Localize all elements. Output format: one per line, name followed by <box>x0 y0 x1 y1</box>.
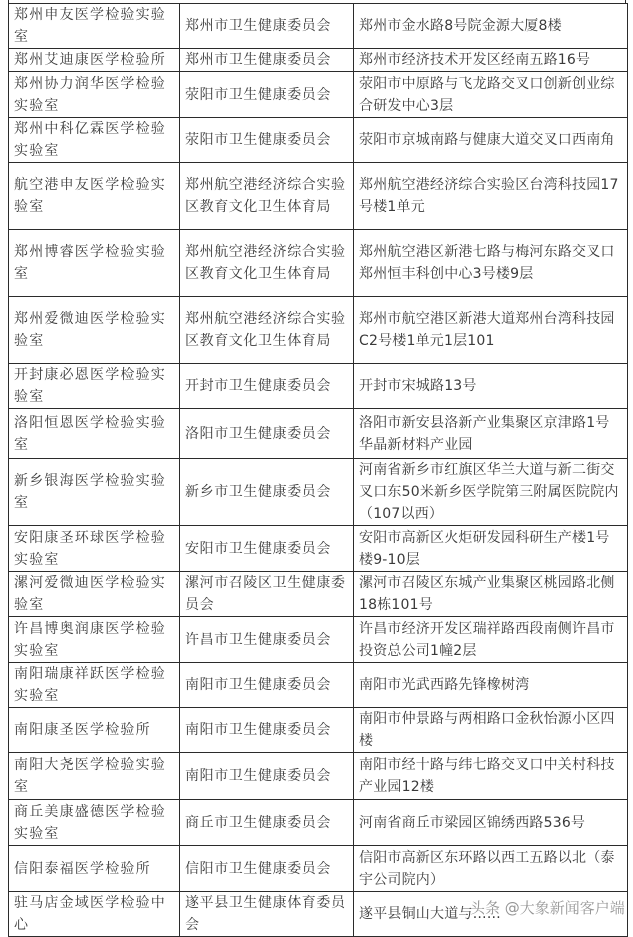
address-cell: 郑州市航空港区新港大道郑州台湾科技园C2号楼1单元1层101 <box>354 297 628 364</box>
authority-cell: 安阳市卫生健康委员会 <box>180 526 354 572</box>
authority-cell: 荥阳市卫生健康委员会 <box>180 118 354 163</box>
address-cell: 河南省商丘市梁园区锦绣西路536号 <box>354 800 628 846</box>
watermark: 头条 @大象新闻客户端 <box>470 899 625 917</box>
table-row <box>9 459 628 526</box>
table-row <box>9 708 628 753</box>
address-cell: 荥阳市中原路与飞龙路交叉口创新创业综合研发中心3层 <box>354 72 628 118</box>
table-row <box>9 118 628 163</box>
table-body <box>9 4 628 937</box>
table-row <box>9 163 628 230</box>
authority-cell: 遂平县卫生健康体育委员会 <box>180 892 354 937</box>
authority-cell: 许昌市卫生健康委员会 <box>180 617 354 663</box>
address-cell: 郑州航空港区新港七路与梅河东路交叉口郑州恒丰科创中心3号楼9层 <box>354 230 628 297</box>
lab-name-cell: 郑州爱微迪医学检验实验室 <box>9 297 180 364</box>
address-cell: 南阳市经十路与纬七路交叉口中关村科技产业园12楼 <box>354 753 628 800</box>
lab-name-cell: 南阳瑞康祥跃医学检验实验室 <box>9 663 180 708</box>
authority-cell: 郑州市卫生健康委员会 <box>180 4 354 49</box>
lab-name-cell: 信阳泰福医学检验所 <box>9 846 180 892</box>
address-cell: 安阳市高新区火炬研发园科研生产楼1号楼9-10层 <box>354 526 628 572</box>
lab-name-cell: 南阳康圣医学检验所 <box>9 708 180 753</box>
authority-cell: 郑州航空港经济综合实验区教育文化卫生体育局 <box>180 163 354 230</box>
table-row <box>9 72 628 118</box>
lab-name-cell: 商丘美康盛德医学检验实验室 <box>9 800 180 846</box>
address-cell: 遂平县铜山大道与…… <box>354 892 628 937</box>
address-cell: 南阳市仲景路与两相路口金秋怡源小区四楼 <box>354 708 628 753</box>
lab-name-cell: 新乡银海医学检验实验室 <box>9 459 180 526</box>
lab-name-cell: 洛阳恒恩医学检验实验室 <box>9 409 180 459</box>
authority-cell: 开封市卫生健康委员会 <box>180 364 354 409</box>
table-row <box>9 526 628 572</box>
address-cell: 郑州市金水路8号院金源大厦8楼 <box>354 4 628 49</box>
address-cell: 荥阳市京城南路与健康大道交叉口西南角 <box>354 118 628 163</box>
lab-list-table <box>8 3 628 937</box>
authority-cell: 荥阳市卫生健康委员会 <box>180 72 354 118</box>
lab-name-cell: 开封康必恩医学检验实验室 <box>9 364 180 409</box>
table-row <box>9 4 628 49</box>
authority-cell: 信阳市卫生健康委员会 <box>180 846 354 892</box>
address-cell: 开封市宋城路13号 <box>354 364 628 409</box>
table-row <box>9 617 628 663</box>
table-row <box>9 364 628 409</box>
address-cell: 信阳市高新区东环路以西工五路以北（泰宇公司院内） <box>354 846 628 892</box>
address-cell: 河南省新乡市红旗区华兰大道与新二街交叉口东50米新乡医学院第三附属医院院内（107以西） <box>354 459 628 526</box>
lab-name-cell: 郑州申友医学检验实验室 <box>9 4 180 49</box>
authority-cell: 新乡市卫生健康委员会 <box>180 459 354 526</box>
authority-cell: 郑州航空港经济综合实验区教育文化卫生体育局 <box>180 297 354 364</box>
table-row <box>9 409 628 459</box>
address-cell: 郑州航空港经济综合实验区台湾科技园17号楼1单元 <box>354 163 628 230</box>
lab-name-cell: 安阳康圣环球医学检验实验室 <box>9 526 180 572</box>
authority-cell: 南阳市卫生健康委员会 <box>180 663 354 708</box>
address-cell: 南阳市光武西路先锋橡树湾 <box>354 663 628 708</box>
authority-cell: 洛阳市卫生健康委员会 <box>180 409 354 459</box>
lab-name-cell: 航空港申友医学检验实验室 <box>9 163 180 230</box>
lab-name-cell: 南阳大尧医学检验实验室 <box>9 753 180 800</box>
authority-cell: 郑州航空港经济综合实验区教育文化卫生体育局 <box>180 230 354 297</box>
lab-name-cell: 许昌博奥润康医学检验实验室 <box>9 617 180 663</box>
address-cell: 漯河市召陵区东城产业集聚区桃园路北侧18栋101号 <box>354 572 628 617</box>
authority-cell: 南阳市卫生健康委员会 <box>180 708 354 753</box>
table-row <box>9 49 628 72</box>
authority-cell: 商丘市卫生健康委员会 <box>180 800 354 846</box>
authority-cell: 南阳市卫生健康委员会 <box>180 753 354 800</box>
authority-cell: 郑州市卫生健康委员会 <box>180 49 354 72</box>
lab-name-cell: 郑州博睿医学检验实验室 <box>9 230 180 297</box>
table-row <box>9 663 628 708</box>
lab-name-cell: 郑州协力润华医学检验实验室 <box>9 72 180 118</box>
table-row <box>9 800 628 846</box>
address-cell: 洛阳市新安县洛新产业集聚区京津路1号华晶新材料产业园 <box>354 409 628 459</box>
table-row <box>9 572 628 617</box>
lab-name-cell: 郑州中科亿霖医学检验实验室 <box>9 118 180 163</box>
address-cell: 郑州市经济技术开发区经南五路16号 <box>354 49 628 72</box>
lab-name-cell: 驻马店金域医学检验中心 <box>9 892 180 937</box>
lab-name-cell: 漯河爱微迪医学检验实验室 <box>9 572 180 617</box>
table-row <box>9 846 628 892</box>
address-cell: 许昌市经济开发区瑞祥路西段南侧许昌市投资总公司1幢2层 <box>354 617 628 663</box>
authority-cell: 漯河市召陵区卫生健康委员会 <box>180 572 354 617</box>
table-row <box>9 297 628 364</box>
table-row <box>9 230 628 297</box>
table-row <box>9 753 628 800</box>
lab-name-cell: 郑州艾迪康医学检验所 <box>9 49 180 72</box>
